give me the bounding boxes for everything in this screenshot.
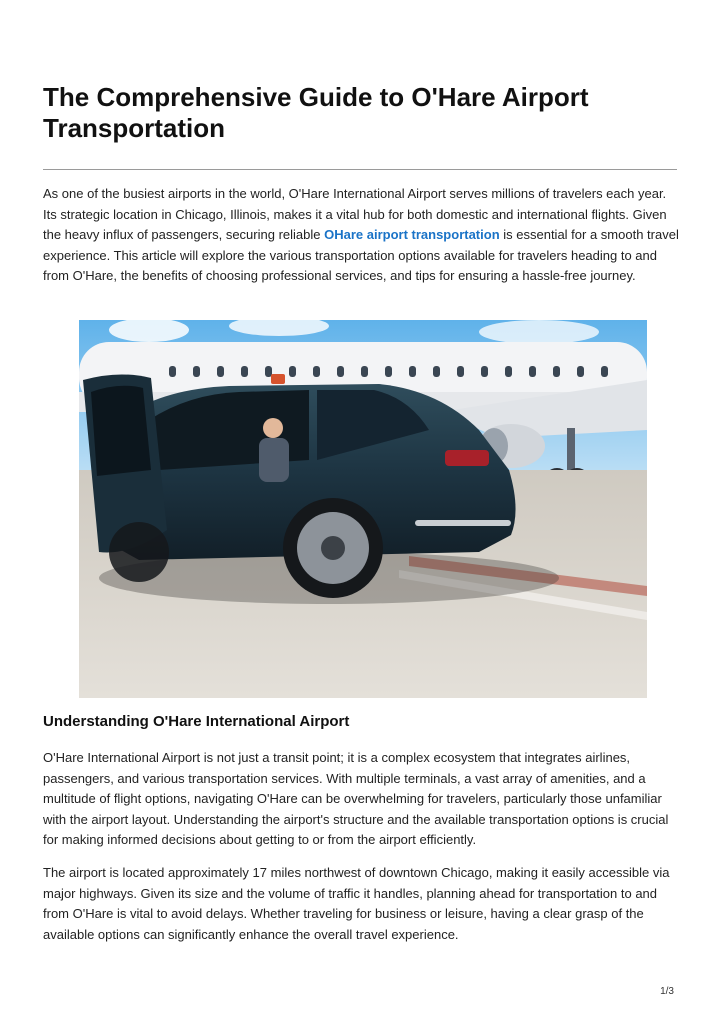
section1-paragraph-2: The airport is located approximately 17 miles northwest of downtown Chicago, making it easily accessible via major highways. Given its size and the volume of traffic it handles, planning ahead for transportation to and from O'Hare is vital to avoid delays. Whether traveling for business or leisure, having a clear grasp of the available options can significantly enhance the overall travel experience. <box>43 865 670 942</box>
title-divider <box>43 169 677 170</box>
intro-paragraph <box>43 184 683 287</box>
hero-illustration <box>79 320 647 698</box>
hero-image-limousine-at-airplane <box>79 320 647 698</box>
page-number: 1/3 <box>660 986 674 997</box>
page-title: The Comprehensive Guide to O'Hare Airport Transportation <box>43 82 589 143</box>
section1-paragraph-1: O'Hare International Airport is not just a transit point; it is a complex ecosystem that integrates airlines, passengers, and various transportation services. With multiple terminals, a vast array of amenities, and a multitude of flight options, navigating O'Hare can be overwhelming for travelers, particularly those unfamiliar with the airport layout. Understanding the airport's structure and the available transportation options is crucial for making informed decisions about getting to or from the airport efficiently. <box>43 750 669 848</box>
ohare-transportation-link[interactable]: OHare airport transportation <box>324 227 500 243</box>
section-heading-understanding-ohare: Understanding O'Hare International Airport <box>43 713 350 730</box>
intro-text-before-link: As one of the busiest airports in the world, O'Hare International Airport serves millions of travelers each year. Its strategic location in Chicago, Illinois, makes it a vital hub for both domestic and international flights. Given the heavy influx of passengers, securing reliable <box>43 186 667 243</box>
intro-text-after-link: is essential for a smooth travel experience. This article will explore the various transportation options available for travelers heading to and from O'Hare, the benefits of choosing professional services, and tips for ensuring a hassle-free journey. <box>43 227 679 284</box>
